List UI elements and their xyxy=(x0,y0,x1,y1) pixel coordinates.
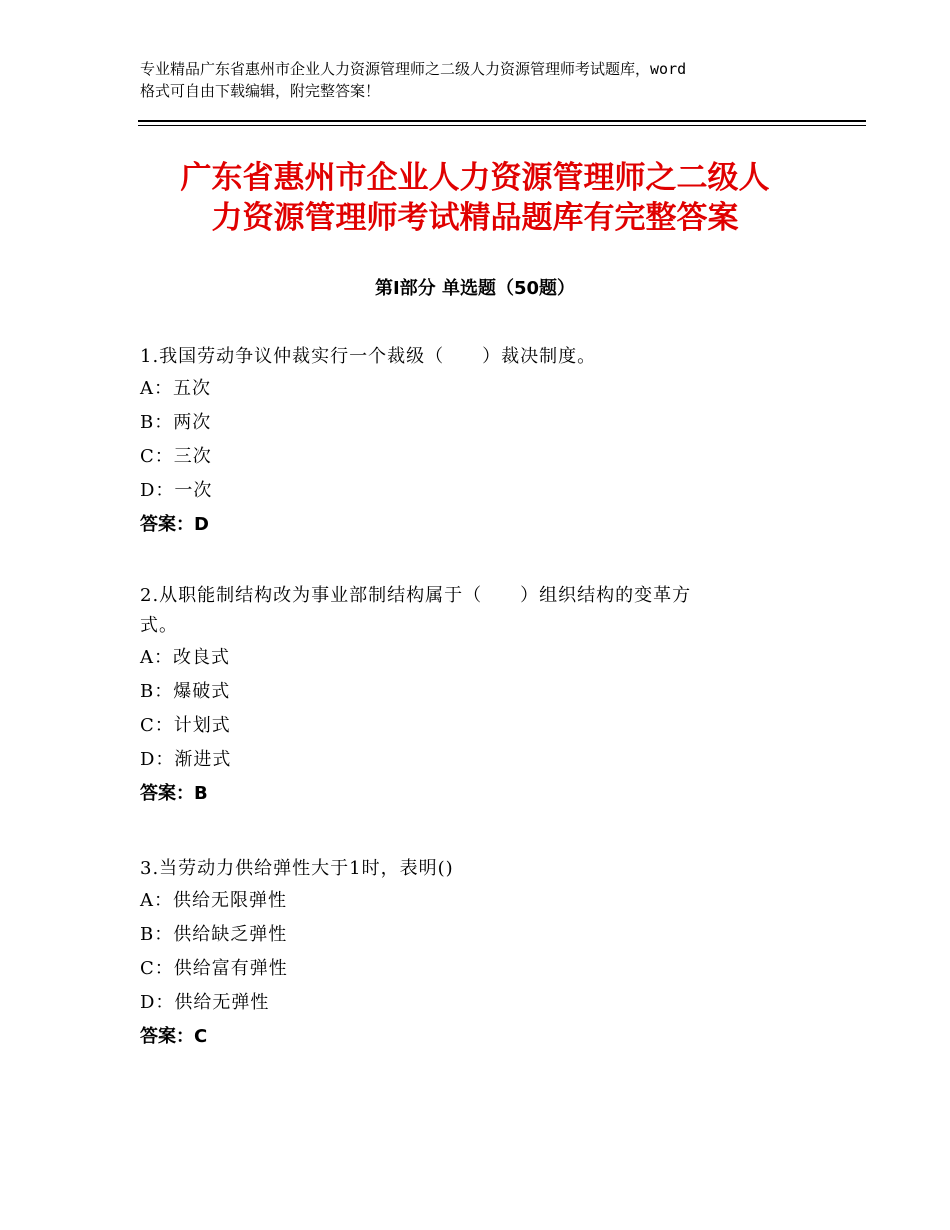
question-2-option-d: D：渐进式 xyxy=(140,749,232,770)
question-3-option-d: D：供给无弹性 xyxy=(140,992,270,1013)
question-1-answer: 答案：D xyxy=(140,514,209,535)
question-1-option-d: D：一次 xyxy=(140,480,213,501)
question-2-option-b: B：爆破式 xyxy=(140,681,231,702)
question-1-text: 1.我国劳动争议仲裁实行一个裁级（ ）裁决制度。 xyxy=(140,346,597,367)
question-1-option-a: A：五次 xyxy=(140,378,211,399)
question-2-answer: 答案：B xyxy=(140,783,208,804)
document-title-line-2: 力资源管理师考试精品题库有完整答案 xyxy=(211,200,739,236)
question-2-option-a: A：改良式 xyxy=(140,647,230,668)
header-note-line-2: 格式可自由下载编辑，附完整答案！ xyxy=(140,82,381,100)
header-note-line-1: 专业精品广东省惠州市企业人力资源管理师之二级人力资源管理师考试题库，word xyxy=(140,60,687,78)
question-1-option-c: C：三次 xyxy=(140,446,212,467)
question-2-text-line-2: 式。 xyxy=(140,615,178,636)
question-3-option-c: C：供给富有弹性 xyxy=(140,958,288,979)
document-title-line-1: 广东省惠州市企业人力资源管理师之二级人 xyxy=(180,160,770,196)
question-1-option-b: B：两次 xyxy=(140,412,212,433)
header-divider-thin xyxy=(138,125,866,126)
question-2 xyxy=(140,581,840,811)
question-3-option-a: A：供给无限弹性 xyxy=(140,890,287,911)
question-3-answer: 答案：C xyxy=(140,1026,208,1047)
question-2-text-line-1: 2.从职能制结构改为事业部制结构属于（ ）组织结构的变革方 xyxy=(140,585,692,606)
question-3-option-b: B：供给缺乏弹性 xyxy=(140,924,288,945)
header-note xyxy=(140,58,830,102)
section-title: 第Ⅰ部分 单选题（50题） xyxy=(374,278,575,299)
question-2-option-c: C：计划式 xyxy=(140,715,231,736)
question-3-text: 3.当劳动力供给弹性大于1时，表明() xyxy=(140,858,454,879)
question-1 xyxy=(140,342,840,542)
question-3 xyxy=(140,854,840,1054)
document-title xyxy=(100,158,850,238)
header-divider-thick xyxy=(138,120,866,122)
